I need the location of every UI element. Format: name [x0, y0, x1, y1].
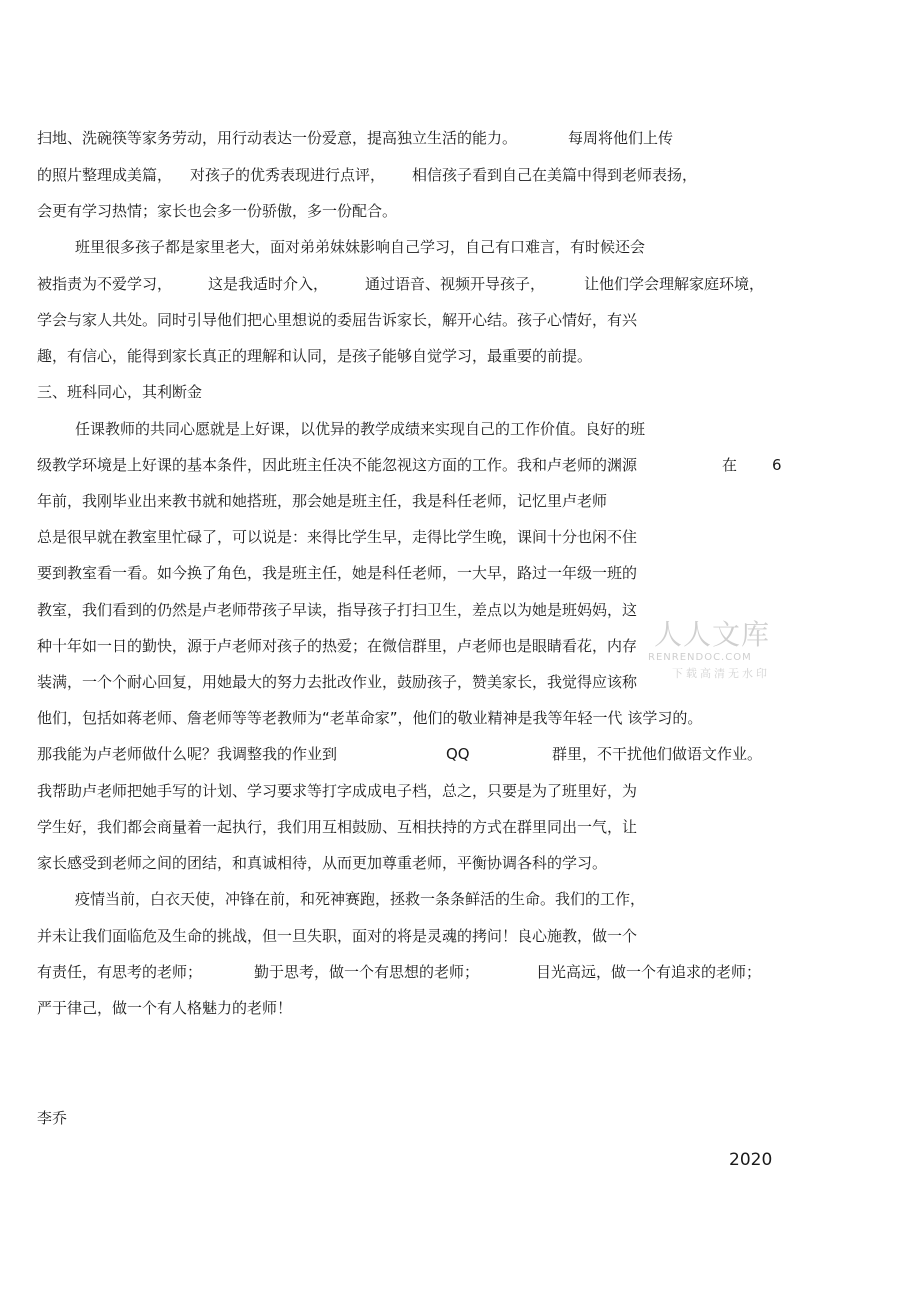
- text-segment: 我帮助卢老师把她手写的计划、学习要求等打字成成电子档，总之，只要是为了班里好，为: [37, 782, 638, 800]
- text-segment: 总是很早就在教室里忙碌了，可以说是：来得比学生早，走得比学生晚，课间十分也闲不住: [37, 528, 638, 546]
- text-segment: 任课教师的共同心愿就是上好课，以优异的教学成绩来实现自己的工作价值。良好的班: [75, 420, 646, 438]
- text-segment: 群里，不干扰他们做语文作业。: [552, 745, 763, 763]
- text-segment: 在: [722, 456, 738, 474]
- text-segment: 并未让我们面临危及生命的挑战，但一旦失职，面对的将是灵魂的拷问！良心施教，做一个: [37, 927, 638, 945]
- text-segment: 目光高远，做一个有追求的老师；: [536, 963, 762, 981]
- text-segment: 趣，有信心，能得到家长真正的理解和认同，是孩子能够自觉学习，最重要的前提。: [37, 347, 593, 365]
- text-segment: 疫情当前，白衣天使，冲锋在前，和死神赛跑，拯救一条条鲜活的生命。我们的工作，: [75, 890, 646, 908]
- text-segment: 有责任，有思考的老师；: [37, 963, 203, 981]
- text-segment: 学会与家人共处。同时引导他们把心里想说的委屈告诉家长，解开心结。孩子心情好，有兴: [37, 311, 638, 329]
- watermark-slogan: 下载高清无水印: [672, 667, 770, 680]
- text-segment: 严于律己，做一个有人格魅力的老师！: [37, 999, 293, 1017]
- text-segment: 会更有学习热情；家长也会多一份骄傲，多一份配合。: [37, 202, 398, 220]
- heading-text: 三、班科同心，其利断金: [37, 383, 203, 401]
- text-segment: 对孩子的优秀表现进行点评，: [190, 166, 386, 184]
- text-segment: 每周将他们上传: [568, 129, 674, 147]
- text-segment: 扫地、洗碗筷等家务劳动，用行动表达一份爱意，提高独立生活的能力。: [37, 129, 518, 147]
- text-segment: 要到教室看一看。如今换了角色，我是班主任，她是科任老师，一大早，路过一年级一班的: [37, 564, 638, 582]
- text-segment: 装满，一个个耐心回复，用她最大的努力去批改作业，鼓励孩子，赞美家长，我觉得应该称: [37, 673, 638, 691]
- watermark-domain: RENRENDOC.COM: [648, 652, 752, 663]
- text-segment: 的照片整理成美篇，: [37, 166, 173, 184]
- text-segment: 让他们学会理解家庭环境，: [584, 275, 765, 293]
- text-segment: 通过语音、视频开导孩子，: [365, 275, 546, 293]
- signature-name: 李乔: [37, 1109, 68, 1127]
- text-segment: 相信孩子看到自己在美篇中得到老师表扬，: [412, 166, 698, 184]
- text-segment: QQ: [446, 745, 470, 763]
- text-segment: 教室，我们看到的仍然是卢老师带孩子早读，指导孩子打扫卫生，差点以为她是班妈妈，这: [37, 601, 638, 619]
- watermark-title: 人人文库: [654, 618, 771, 651]
- text-segment: 6: [772, 456, 782, 474]
- text-segment: 学生好，我们都会商量着一起执行，我们用互相鼓励、互相扶持的方式在群里同出一气，让: [37, 818, 638, 836]
- text-segment: 被指责为不爱学习，: [37, 275, 173, 293]
- watermark-logo: [648, 618, 778, 688]
- text-segment: 勤于思考，做一个有思想的老师；: [254, 963, 480, 981]
- text-segment: 那我能为卢老师做什么呢？我调整我的作业到: [37, 745, 338, 763]
- text-segment: 这是我适时介入，: [208, 275, 329, 293]
- year-text: 2020: [729, 1150, 773, 1170]
- text-segment: 他们，包括如蒋老师、詹老师等等老教师为“老革命家”，他们的敬业精神是我等年轻一代 该学习的。: [37, 709, 703, 727]
- text-segment: 级教学环境是上好课的基本条件，因此班主任决不能忽视这方面的工作。我和卢老师的渊源: [37, 456, 638, 474]
- text-segment: 年前，我刚毕业出来教书就和她搭班，那会她是班主任，我是科任老师，记忆里卢老师: [37, 492, 608, 510]
- text-segment: 种十年如一日的勤快，源于卢老师对孩子的热爱；在微信群里，卢老师也是眼睛看花，内存: [37, 637, 638, 655]
- text-segment: 班里很多孩子都是家里老大，面对弟弟妹妹影响自己学习，自己有口难言，有时候还会: [75, 238, 646, 256]
- text-segment: 家长感受到老师之间的团结，和真诚相待，从而更加尊重老师，平衡协调各科的学习。: [37, 854, 608, 872]
